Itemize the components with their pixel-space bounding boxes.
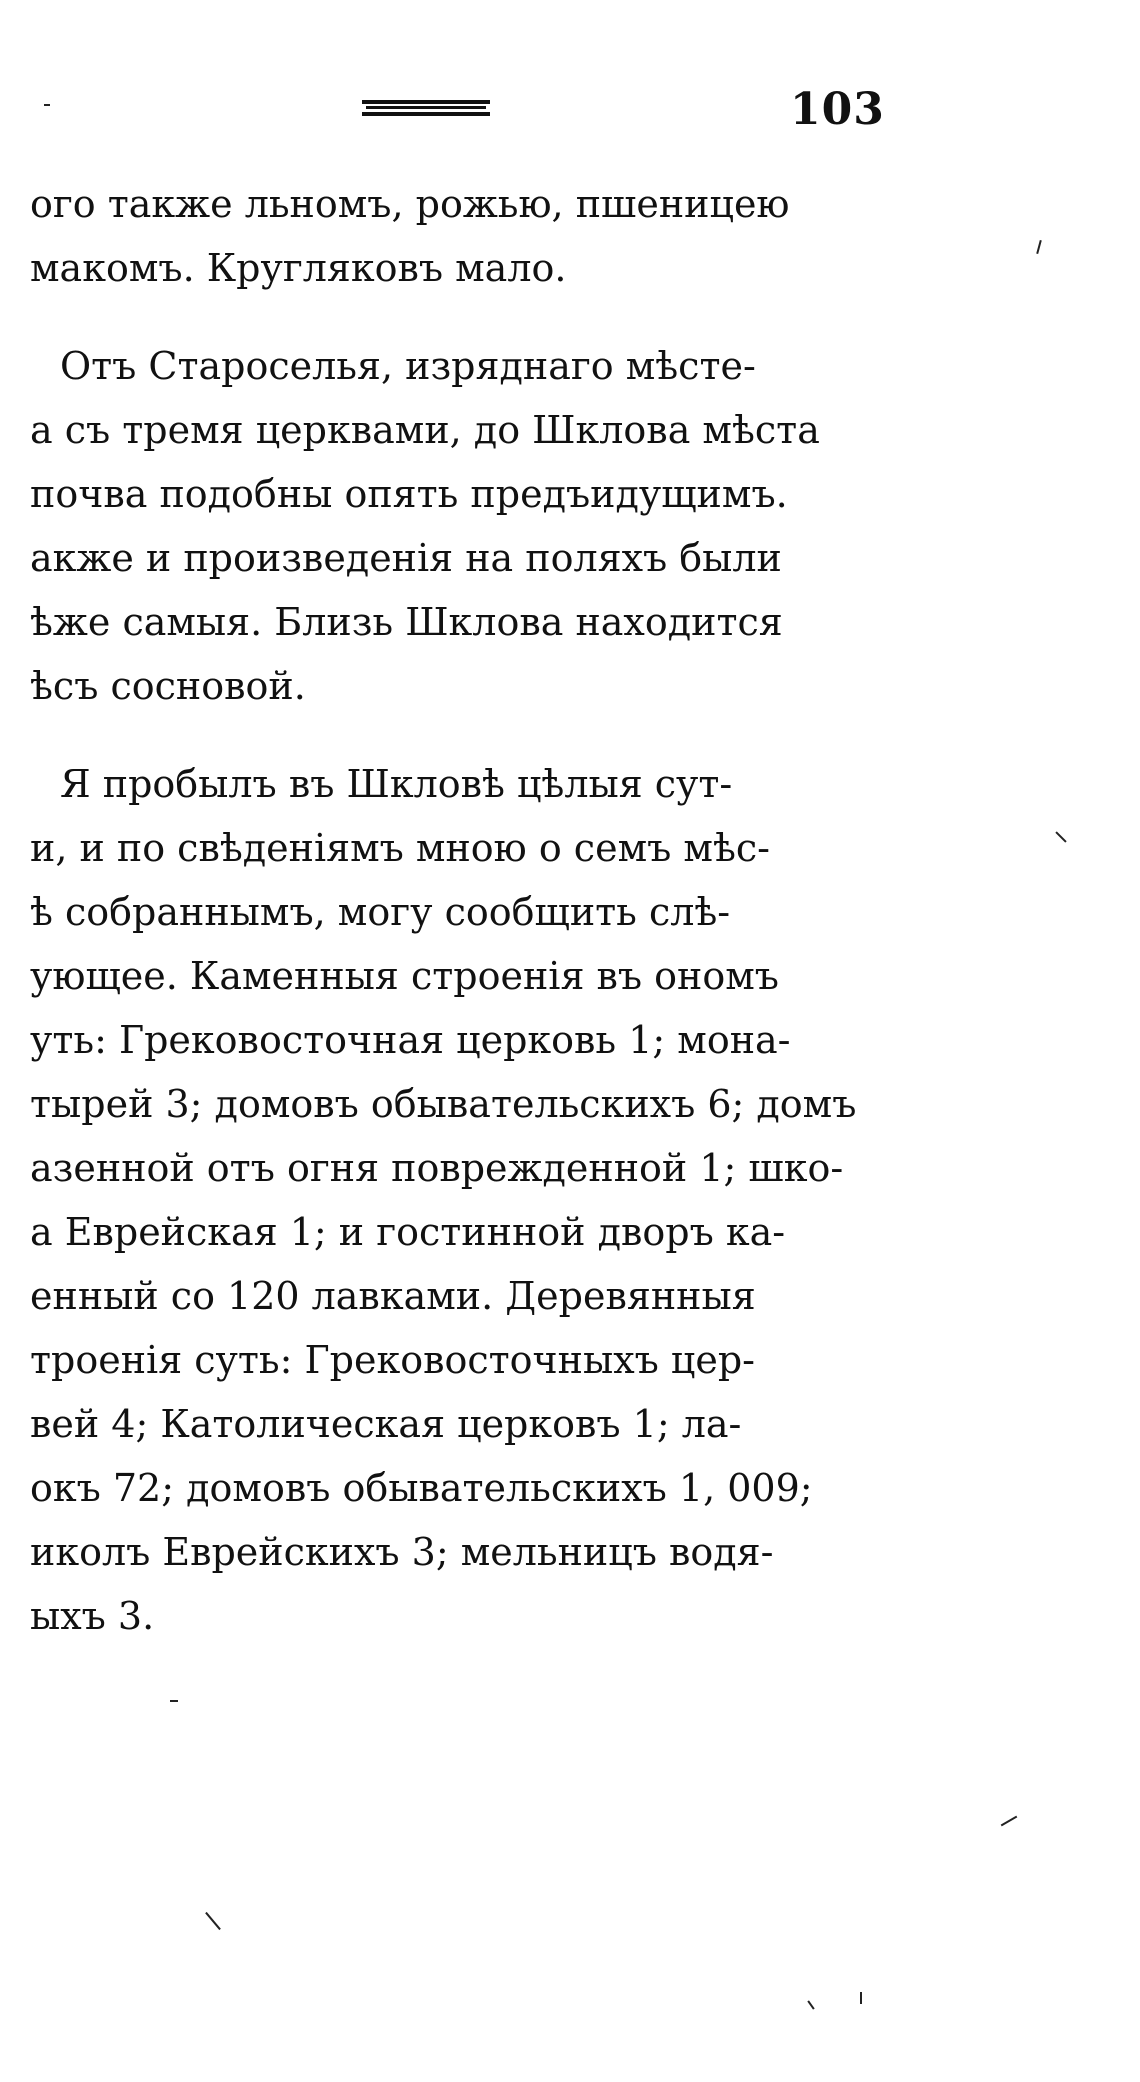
- scan-speck: [1001, 1816, 1018, 1827]
- text-line: ѣже самыя. Близь Шклова находится: [30, 600, 783, 644]
- header-ornament-rule: [362, 100, 490, 116]
- text-line: азенной отъ огня поврежденной 1; шко-: [30, 1146, 844, 1190]
- text-line: и, и по свѣденіямъ мною о семъ мѣс-: [30, 826, 770, 870]
- body-text: [30, 172, 890, 1648]
- text-line: ыхъ 3.: [30, 1594, 155, 1638]
- text-line: ѣсъ сосновой.: [30, 664, 306, 708]
- paragraph-1: [30, 172, 890, 300]
- text-line: акже и произведенія на поляхъ были: [30, 536, 782, 580]
- scan-speck: [205, 1912, 221, 1930]
- text-line: а съ тремя церквами, до Шклова мѣста: [30, 408, 820, 452]
- text-line: окъ 72; домовъ обывательскихъ 1, 009;: [30, 1466, 813, 1510]
- text-line: а Еврейская 1; и гостинной дворъ ка-: [30, 1210, 786, 1254]
- text-line: ого также льномъ, рожью, пшеницею: [30, 182, 790, 226]
- text-line: енный со 120 лавками. Деревянныя: [30, 1274, 756, 1318]
- text-line: Отъ Староселья, изряднаго мѣсте-: [60, 344, 756, 388]
- text-line: ѣ собраннымъ, могу сообщить слѣ-: [30, 890, 731, 934]
- scan-speck: [860, 1992, 862, 2004]
- text-line: тырей 3; домовъ обывательскихъ 6; домъ: [30, 1082, 857, 1126]
- text-line: почва подобны опять предъидущимъ.: [30, 472, 788, 516]
- page-number: 103: [790, 84, 885, 135]
- text-line: вей 4; Католическая церковъ 1; ла-: [30, 1402, 742, 1446]
- text-line: ующее. Каменныя строенія въ ономъ: [30, 954, 779, 998]
- text-line: макомъ. Кругляковъ мало.: [30, 246, 567, 290]
- text-line: Я пробылъ въ Шкловѣ цѣлыя сут-: [60, 762, 733, 806]
- scan-speck: [1055, 831, 1066, 842]
- paragraph-3: [30, 752, 890, 1648]
- paragraph-2: [30, 334, 890, 718]
- scan-speck: [44, 104, 50, 106]
- text-line: уть: Грековосточная церковь 1; мона-: [30, 1018, 791, 1062]
- text-line: троенія суть: Грековосточныхъ цер-: [30, 1338, 756, 1382]
- text-line: иколъ Еврейскихъ 3; мельницъ водя-: [30, 1530, 774, 1574]
- scan-speck: [807, 2000, 814, 2009]
- scan-speck: [1036, 240, 1042, 254]
- scan-speck: [170, 1700, 178, 1702]
